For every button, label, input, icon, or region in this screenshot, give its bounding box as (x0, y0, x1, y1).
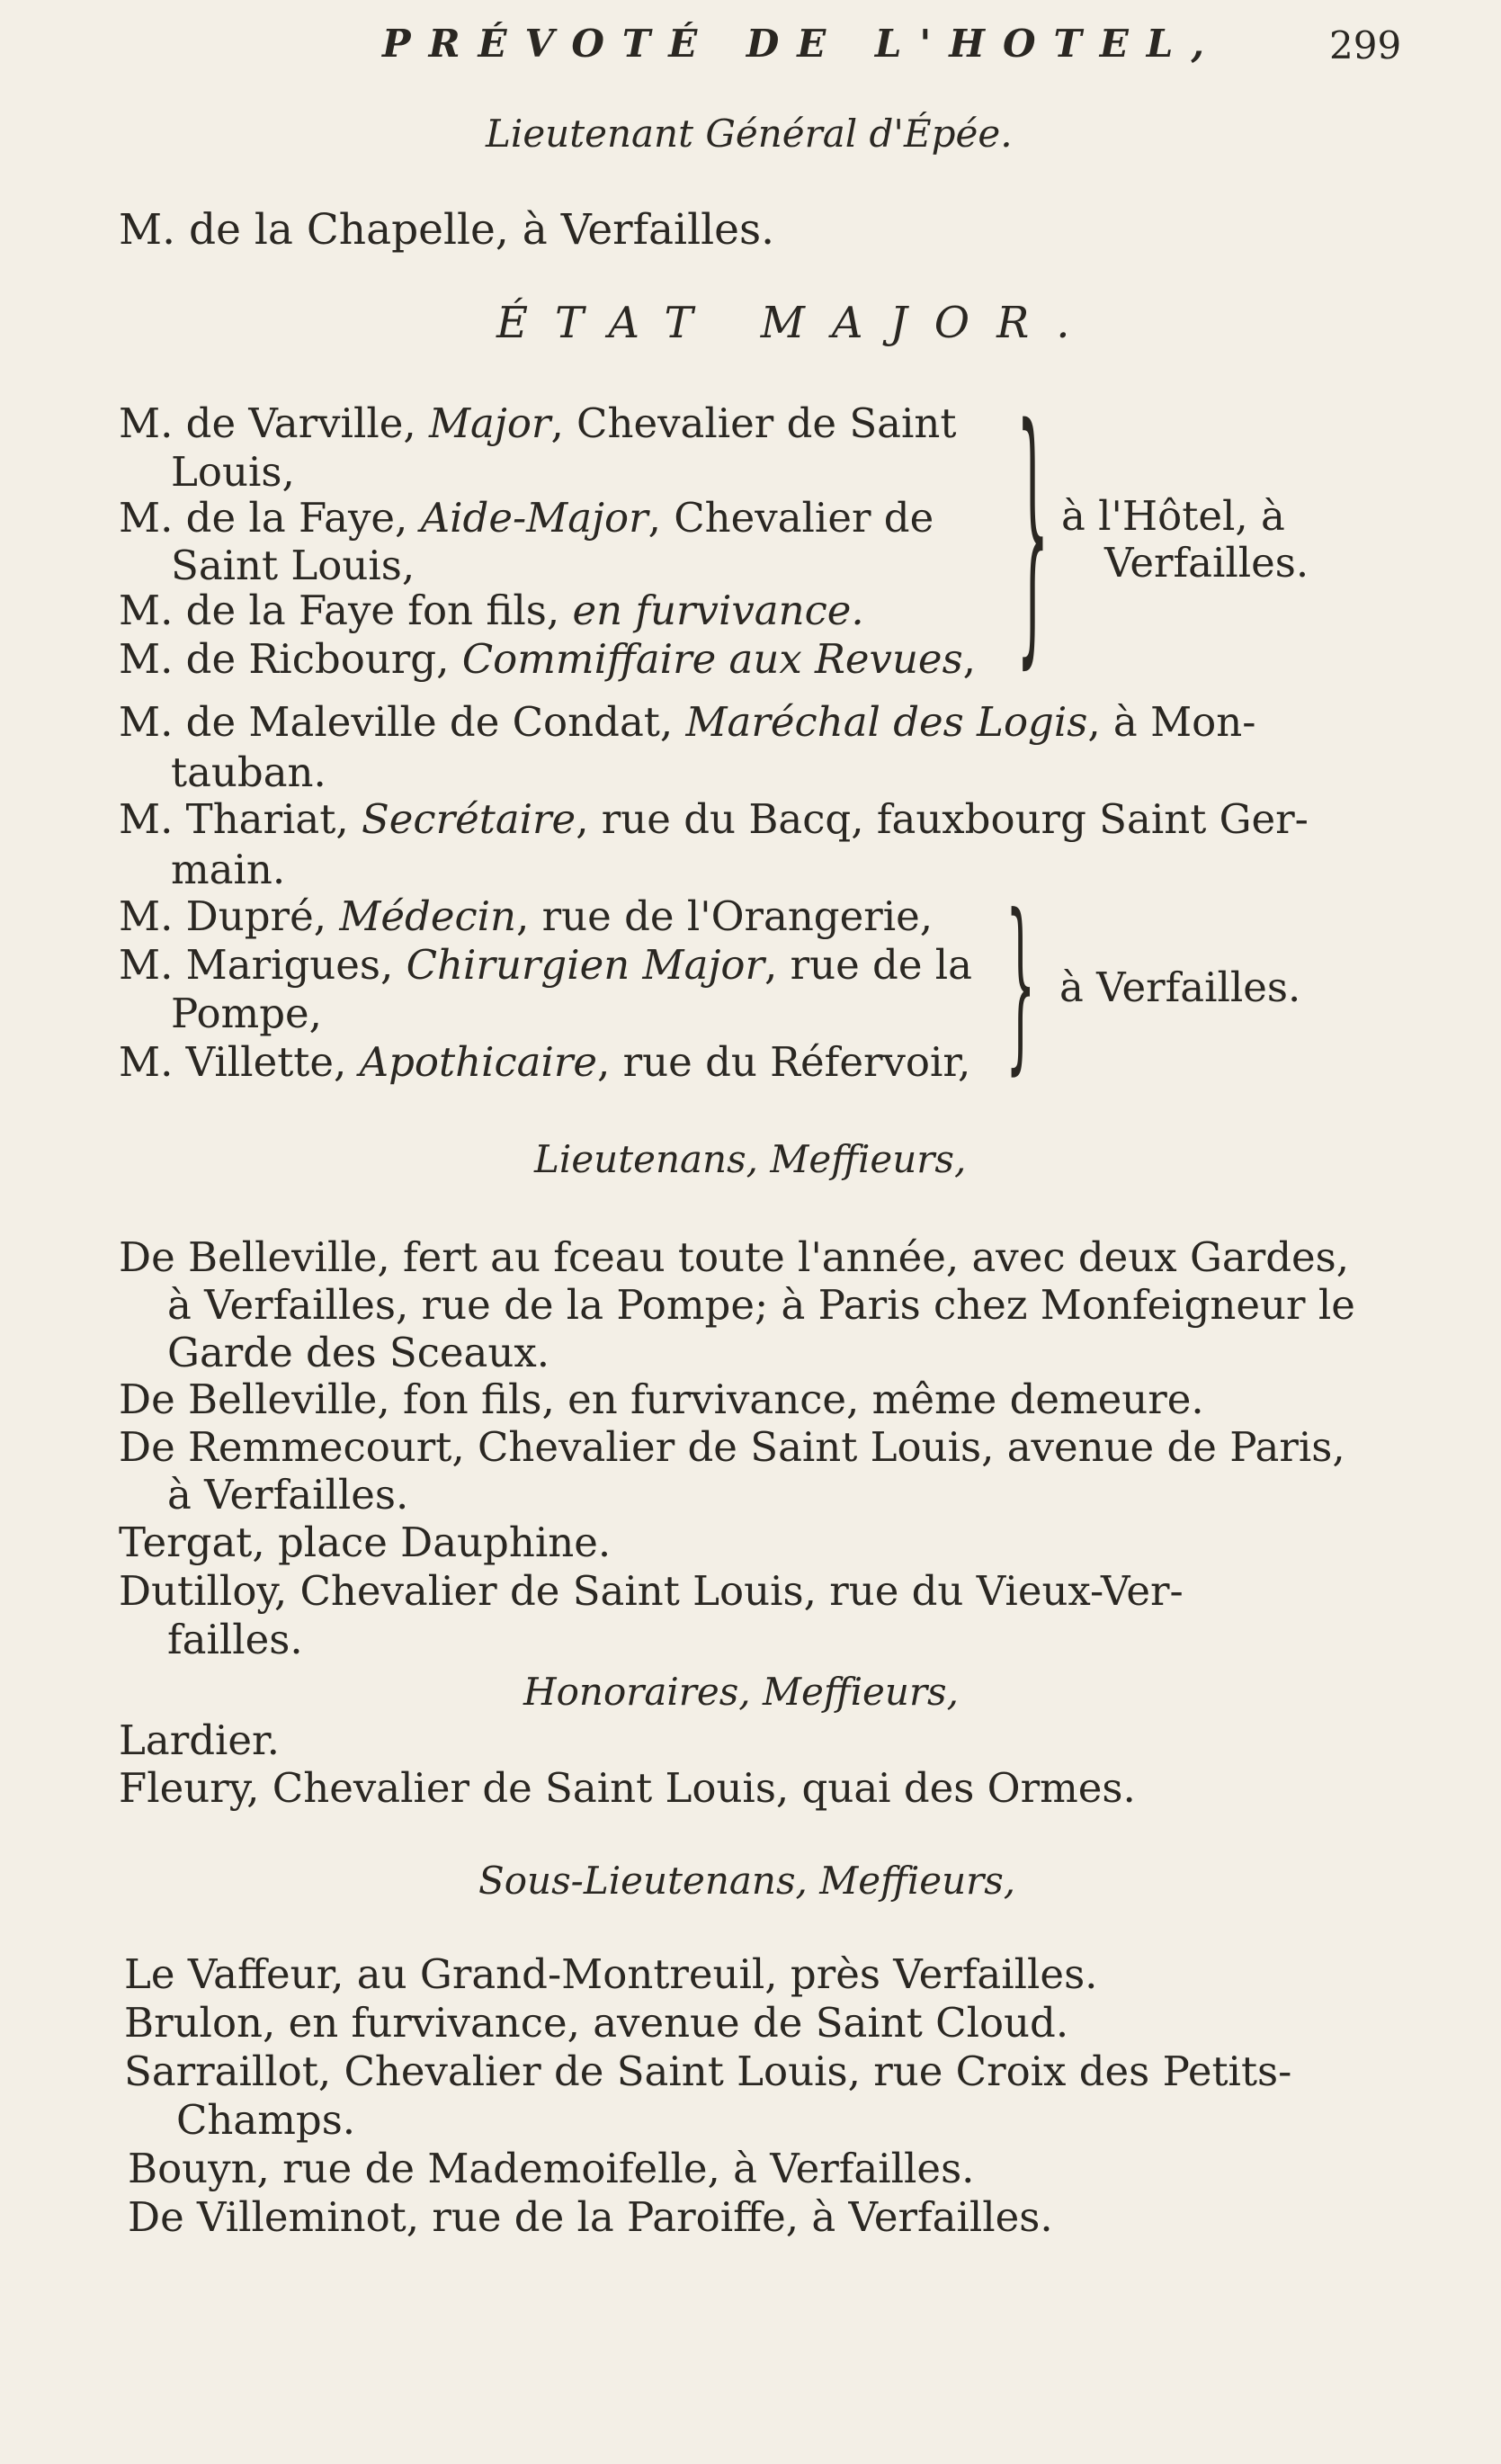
entry-maleville: M. de Maleville de Condat, Maréchal des Logis, à Mon- (119, 698, 1256, 746)
page-number: 299 (1329, 23, 1402, 67)
entry-line: Champs. (176, 2096, 356, 2144)
brace-right: } (1016, 372, 1050, 695)
entry-line: Brulon, en furvivance, avenue de Saint Cloud. (124, 1999, 1069, 2047)
entry-marigues: M. Marigues, Chirurgien Major, rue de la (119, 941, 973, 989)
title-chirurgien: Chirurgien Major (406, 941, 765, 989)
section-heading-sous-lieutenans: Sous-Lieutenans, Meffieurs, (478, 1859, 1016, 1903)
entry-dupre: M. Dupré, Médecin, rue de l'Orangerie, (119, 892, 934, 940)
title-apothicaire: Apothicaire (359, 1038, 598, 1086)
section-heading-etat-major: ÉTAT MAJOR. (496, 298, 1097, 348)
title-aide-major: Aide-Major (420, 494, 648, 542)
entry-line: Garde des Sceaux. (167, 1329, 550, 1376)
entry-line: à Verfailles, rue de la Pompe; à Paris chez Monfeigneur le (167, 1281, 1355, 1329)
title-secretaire: Secrétaire (361, 795, 576, 843)
entry-line: Dutilloy, Chevalier de Saint Louis, rue du Vieux-Ver- (119, 1567, 1184, 1615)
entry-continuation: Pompe, (171, 990, 322, 1037)
entry-line: Lardier. (119, 1716, 280, 1764)
entry-line: failles. (167, 1616, 303, 1663)
section-heading-lieutenant-general: Lieutenant Général d'Épée. (486, 112, 1013, 156)
section-heading-lieutenans: Lieutenans, Meffieurs, (534, 1137, 967, 1181)
brace-right: } (1005, 876, 1036, 1094)
section-heading-honoraires: Honoraires, Meffieurs, (523, 1670, 959, 1714)
entry-line: Bouyn, rue de Mademoifelle, à Verfailles. (128, 2145, 975, 2192)
entry-line: Fleury, Chevalier de Saint Louis, quai des Ormes. (119, 1764, 1136, 1812)
entry-varville: M. de Varville, Major, Chevalier de Saint (119, 399, 957, 447)
entry-villette: M. Villette, Apothicaire, rue du Réfervoir, (119, 1038, 971, 1086)
entry-chapelle: M. de la Chapelle, à Verfailles. (119, 205, 775, 255)
entry-thariat: M. Thariat, Secrétaire, rue du Bacq, fauxbourg Saint Ger- (119, 795, 1309, 843)
running-title: PRÉVOTÉ DE L'HOTEL, (382, 22, 1222, 66)
entry-line: De Belleville, fon fils, en furvivance, même demeure. (119, 1375, 1204, 1423)
entry-faye-fils: M. de la Faye fon fils, en furvivance. (119, 587, 864, 634)
entry-faye: M. de la Faye, Aide-Major, Chevalier de (119, 494, 934, 542)
entry-ricbourg: M. de Ricbourg, Commiffaire aux Revues, (119, 635, 976, 683)
entry-continuation: Saint Louis, (171, 542, 415, 589)
group2-location: à Verfailles. (1059, 963, 1301, 1011)
entry-line: Tergat, place Dauphine. (119, 1519, 612, 1566)
entry-line: à Verfailles. (167, 1471, 409, 1519)
entry-continuation: main. (171, 846, 286, 893)
entry-continuation: tauban. (171, 748, 326, 796)
title-commissaire: Commiffaire aux Revues (461, 635, 963, 683)
entry-continuation: Louis, (171, 448, 295, 496)
title-marechal: Maréchal des Logis (685, 698, 1088, 746)
entry-line: Sarraillot, Chevalier de Saint Louis, rue Croix des Petits- (124, 2047, 1292, 2095)
entry-line: Le Vaffeur, au Grand-Montreuil, près Verfailles. (124, 1950, 1098, 1998)
entry-line: De Remmecourt, Chevalier de Saint Louis, avenue de Paris, (119, 1423, 1345, 1471)
title-major: Major (428, 399, 551, 447)
entry-line: De Villeminot, rue de la Paroiffe, à Verfailles. (128, 2193, 1053, 2241)
title-survivance: en furvivance. (572, 587, 864, 634)
group1-location: à l'Hôtel, à Verfailles. (1061, 492, 1309, 587)
entry-line: De Belleville, fert au fceau toute l'année, avec deux Gardes, (119, 1233, 1350, 1281)
title-medecin: Médecin (339, 892, 517, 940)
